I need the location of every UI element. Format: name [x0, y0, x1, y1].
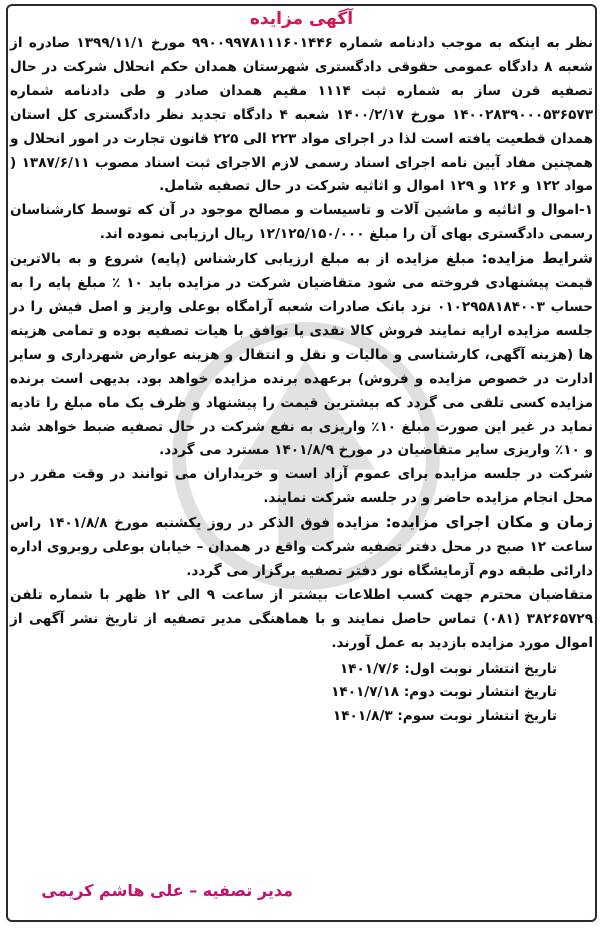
publication-date-2: تاریخ انتشار نوبت دوم: ۱۴۰۱/۷/۱۸ [331, 684, 557, 701]
conditions-text: مبلغ مزایده از به مبلغ ارزیابی کارشناس (پایه) شروع و به بالاترین قیمت پیشنهادی فروخته می شود متقاضیان شرکت در مزایده باید ۱۰ ٪ مبلغ پایه را به حساب ۰۱۰۲۹۵۸۱۸۴۰۰۳ نزد بانک صادرات شعبه آرامگاه بوعلی واریز و اصل فیش را در جلسه مزایده ارایه نمایند فروش کالا نقدی یا توافق با هیات تصفیه بوده و تمامی هزینه ها (هزینه آگهی، کارشناسی و مالیات و نقل و انتقال و هزینه عوارض شهرداری و سایر ادارت در خصوص مزایده و فروش) برعهده برنده مزایده خواهد بود. بدیهی است برنده مزایده کسی تلقی می گردد که بیشترین قیمت را پیشنهاد و ظرف یک ماه مبلغ را تادیه نماید در غیر این صورت مبلغ ۱۰٪ واریزی به نفع شرکت در حال تصفیه ضبط خواهد شد و ۱۰٪ واریزی سایر متقاضیان در مورخ ۱۴۰۱/۸/۹ مسترد می گردد. [10, 251, 594, 459]
signature: مدیر تصفیه – علی هاشم کریمی [41, 881, 293, 900]
item-1-paragraph: ۱-اموال و اثاثیه و ماشین آلات و تاسیسات و مصالح موجود در آن که توسط کارشناسان رسمی دادگستری بهای آن را مبلغ ۱۲/۱۲۵/۱۵۰/۰۰۰ ریال ارزیابی نموده اند. [10, 202, 593, 243]
conditions-label: شرایط مزایده: [481, 249, 593, 268]
time-place-label: زمان و مکان اجرای مزایده: [385, 513, 593, 532]
time-place-paragraph [10, 511, 593, 584]
notice-title: آگهی مزایده [249, 9, 354, 29]
publication-date-3: تاریخ انتشار نوبت سوم: ۱۴۰۱/۸/۳ [332, 708, 557, 725]
publication-date-1: تاریخ انتشار نوبت اول: ۱۴۰۱/۷/۶ [339, 660, 557, 677]
notice-content [10, 8, 593, 918]
conditions-paragraph [10, 247, 593, 463]
intro-paragraph: نظر به اینکه به موجب دادنامه شماره ۹۹۰۰۹۹۷۸۱۱۱۶۰۱۴۴۶ مورخ ۱۳۹۹/۱۱/۱ صادره از شعبه ۸ دادگاه عمومی حقوقی دادگستری شهرستان همدان حکم انحلال شرکت در حال تصفیه قرن ساز به شماره ثبت ۱۱۱۴ مقیم همدان صادر و طی دادنامه شماره ۱۴۰۰۲۸۳۹۰۰۰۵۳۶۵۷۳ مورخ ۱۴۰۰/۲/۱۷ شعبه ۴ دادگاه تجدید نظر دادگستری کل استان همدان قطعیت یافته است لذا در اجرای مواد ۲۲۳ الی ۲۲۵ قانون تجارت در امور انحلال و همچنین مفاد آیین نامه اجرای اسناد رسمی لازم الاجرای ثبت اسناد مصوب ۱۳۸۷/۶/۱۱ ( مواد ۱۲۲ و ۱۲۶ و ۱۲۹ اموال و اثاثیه شرکت در حال تصفیه شامل. [10, 35, 594, 195]
attendance-paragraph: شرکت در جلسه مزایده برای عموم آزاد است و خریداران می توانند در وقت مقرر در محل انجام مزایده حاضر و در جلسه شرکت نمایند. [10, 466, 593, 507]
notice-body [10, 32, 593, 656]
publication-dates [10, 658, 593, 730]
time-place-text: مزایده فوق الذکر در روز یکشنبه مورخ ۱۴۰۱/۸/۸ راس ساعت ۱۲ صبح در محل دفتر تصفیه شرکت واقع در همدان – خیابان بوعلی روبروی اداره دارائی طبقه دوم آزمایشگاه نور دفتر تصفیه برگزار می گردد. [10, 515, 593, 579]
contact-paragraph: متقاضیان محترم جهت کسب اطلاعات بیشتر از ساعت ۹ الی ۱۲ ظهر با شماره تلفن ۳۸۲۶۵۷۲۹ (۰۸۱) تماس حاصل نمایند و با هماهنگی مدیر تصفیه از تاریخ نشر آگهی از اموال مورد مزایده بازدید به عمل آورند. [10, 586, 594, 651]
